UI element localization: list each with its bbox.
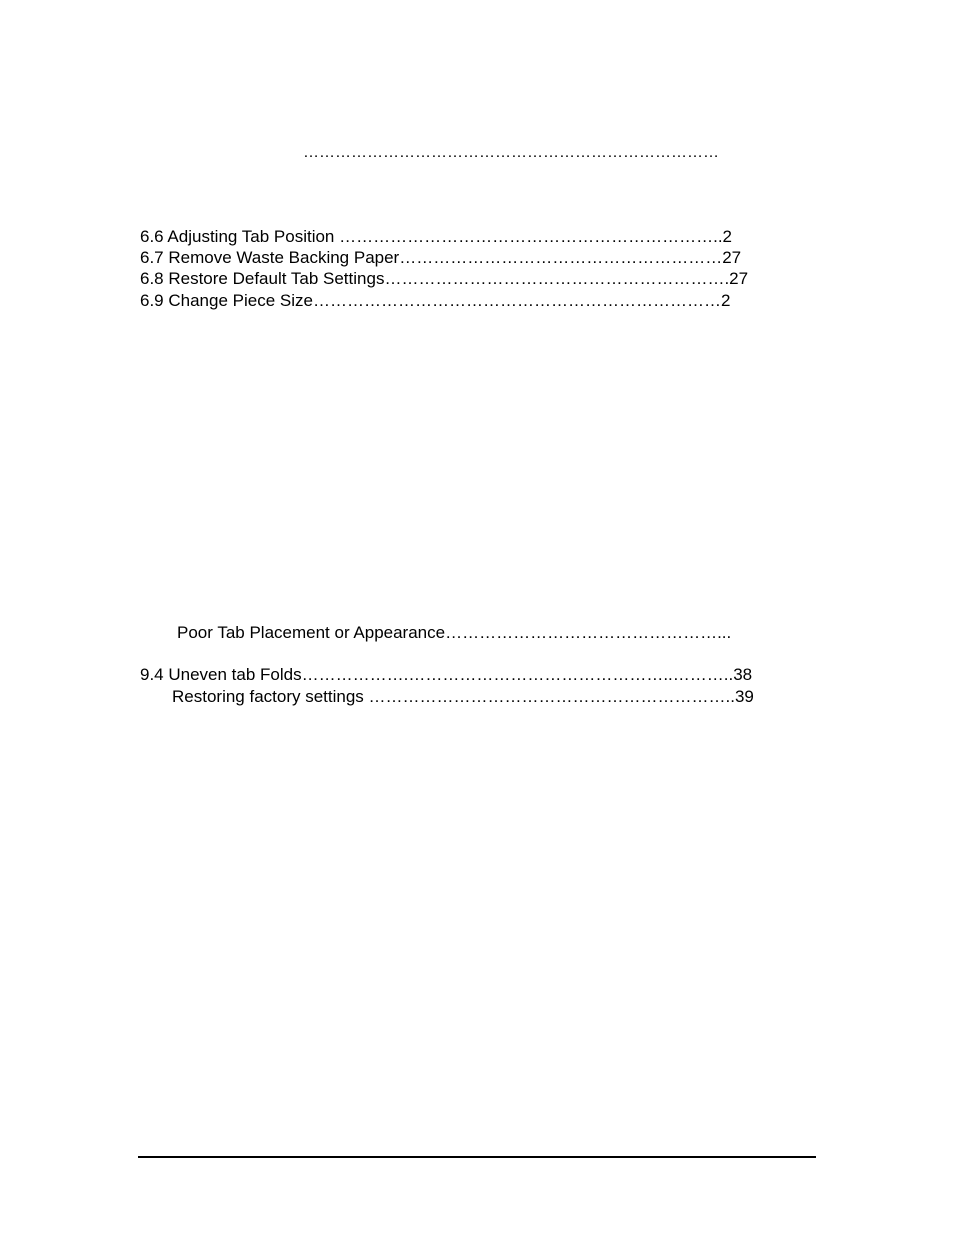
toc-entry-restoring-factory-settings: Restoring factory settings ………………………………………………………..39 bbox=[172, 687, 754, 706]
footer-rule bbox=[138, 1156, 816, 1158]
toc-entry-9-4: 9.4 Uneven tab Folds……………….………………………………………..………..38 bbox=[140, 665, 753, 684]
toc-entry-6-6: 6.6 Adjusting Tab Position …………………………………………………………..2 bbox=[140, 227, 733, 246]
toc-top-leader: …………………………………………………………………… bbox=[303, 144, 719, 161]
toc-entry-6-8: 6.8 Restore Default Tab Settings…………………………………………………….27 bbox=[140, 269, 749, 288]
toc-entry-6-7: 6.7 Remove Waste Backing Paper…………………………………………………27 bbox=[140, 248, 742, 267]
toc-entry-poor-tab-placement: Poor Tab Placement or Appearance…………………………………………... bbox=[177, 623, 732, 642]
toc-entry-6-9: 6.9 Change Piece Size………………………………………………………………2 bbox=[140, 291, 731, 310]
